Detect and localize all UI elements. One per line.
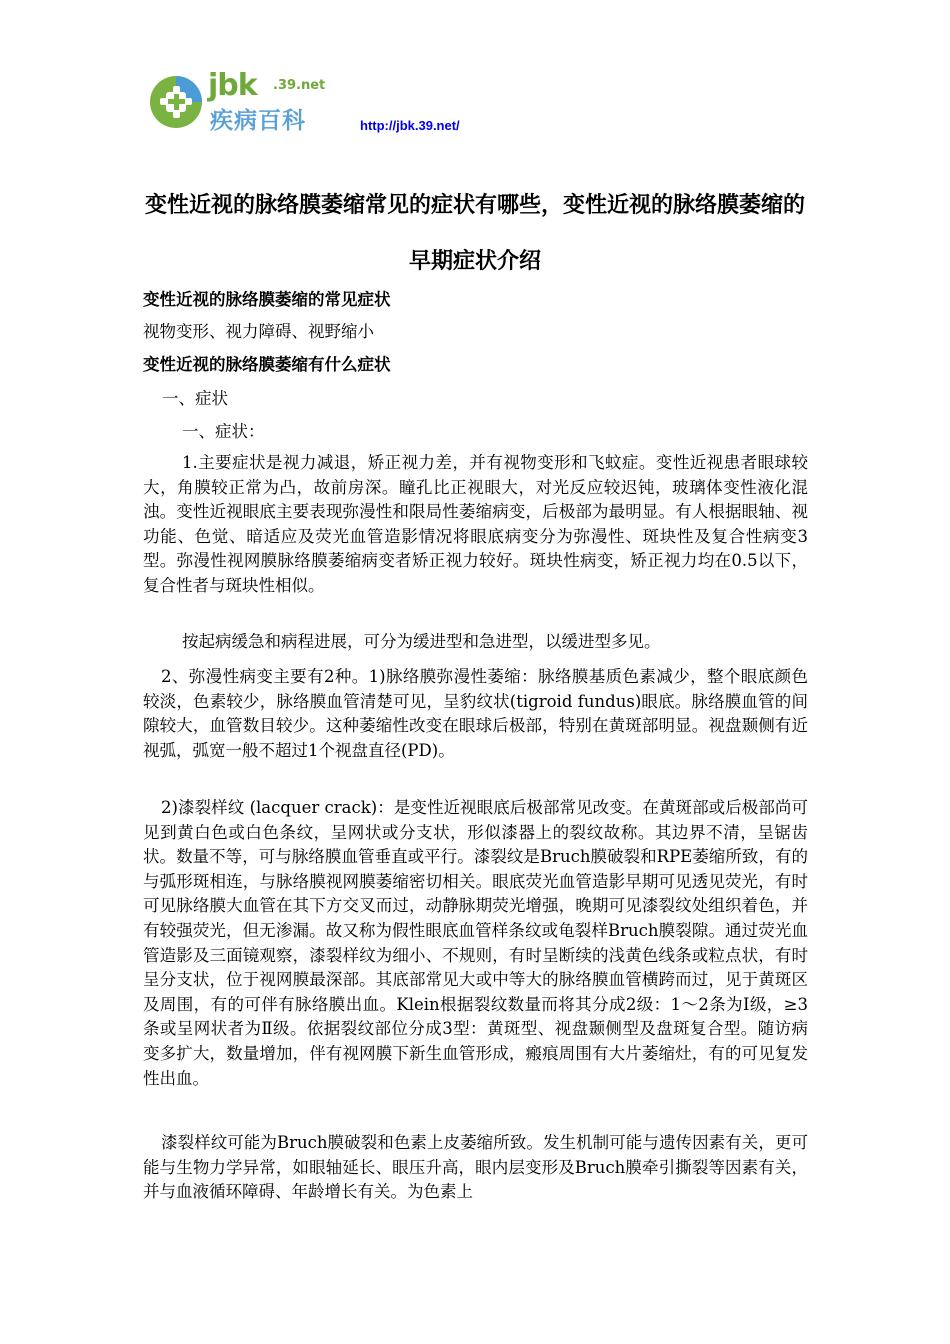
site-url-link[interactable]: http://jbk.39.net/ xyxy=(360,118,460,133)
logo-jbk-text: jbk xyxy=(208,68,257,103)
paragraph-diffuse-lesions: 2、弥漫性病变主要有2种。1)脉络膜弥漫性萎缩：脉络膜基质色素减少，整个眼底颜色较淡，色素较少，脉络膜血管清楚可见，呈豹纹状(tigroid fundus)眼底。脉络膜血管的间隙较大，血管数目较少。这种萎缩性改变在眼球后极部，特别在黄斑部明显。视盘颞侧有近视弧，弧宽一般不超过1个视盘直径(PD)。 xyxy=(143,667,808,760)
logo-cn-text: 疾病百科 xyxy=(210,108,306,134)
heading-common-symptoms: 变性近视的脉络膜萎缩的常见症状 xyxy=(143,290,391,309)
logo-net-text: .39.net xyxy=(273,78,326,93)
heading-what-symptoms: 变性近视的脉络膜萎缩有什么症状 xyxy=(143,355,391,374)
symptoms-summary: 视物变形、视力障碍、视野缩小 xyxy=(143,322,374,341)
section-heading-2: 一、症状： xyxy=(182,422,265,441)
medical-cross-icon xyxy=(146,68,210,132)
paragraph-main-symptoms: 1.主要症状是视力减退，矫正视力差，并有视物变形和飞蚊症。变性近视患者眼球较大，角膜较正常为凸，故前房深。瞳孔比正视眼大，对光反应较迟钝，玻璃体变性液化混浊。变性近视眼底主要表现弥漫性和限局性萎缩病变，后极部为最明显。有人根据眼轴、视功能、色觉、暗适应及荧光血管造影情况将眼底病变分为弥漫性、斑块性及复合性病变3型。弥漫性视网膜脉络膜萎缩病变者矫正视力较好。斑块性病变，矫正视力均在0.5以下，复合性者与斑块性相似。 xyxy=(143,453,808,595)
page-title: 变性近视的脉络膜萎缩常见的症状有哪些，变性近视的脉络膜萎缩的早期症状介绍 xyxy=(144,193,805,274)
section-heading-1: 一、症状 xyxy=(162,389,228,408)
paragraph-lacquer-mechanism: 漆裂样纹可能为Bruch膜破裂和色素上皮萎缩所致。发生机制可能与遗传因素有关，更可能与生物力学异常，如眼轴延长、眼压升高，眼内层变形及Bruch膜牵引撕裂等因素有关，并与血液循环障碍、年龄增长有关。为色素上 xyxy=(143,1133,808,1202)
paragraph-lacquer-crack: 2)漆裂样纹 (lacquer crack)：是变性近视眼底后极部常见改变。在黄斑部或后极部尚可见到黄白色或白色条纹，呈网状或分支状，形似漆器上的裂纹故称。其边界不清，呈锯齿状。数量不等，可与脉络膜血管垂直或平行。漆裂纹是Bruch膜破裂和RPE萎缩所致，有的与弧形斑相连，与脉络膜视网膜萎缩密切相关。眼底荧光血管造影早期可见透见荧光，有时可见脉络膜大血管在其下方交叉而过，动静脉期荧光增强，晚期可见漆裂纹处组织着色，并有较强荧光，但无渗漏。故又称为假性眼底血管样条纹或龟裂样Bruch膜裂隙。通过荧光血管造影及三面镜观察，漆裂样纹为细小、不规则，有时呈断续的浅黄色线条或粒点状，有时呈分支状，位于视网膜最深部。其底部常见大或中等大的脉络膜血管横跨而过，见于黄斑区及周围，有的可伴有脉络膜出血。Klein根据裂纹数量而将其分成2级：1～2条为Ⅰ级，≥3条或呈网状者为Ⅱ级。依据裂纹部位分成3型：黄斑型、视盘颞侧型及盘斑复合型。随访病变多扩大，数量增加，伴有视网膜下新生血管形成，瘢痕周围有大片萎缩灶，有的可见复发性出血。 xyxy=(143,798,808,1088)
site-logo[interactable] xyxy=(146,66,326,138)
paragraph-progression: 按起病缓急和病程进展，可分为缓进型和急进型，以缓进型多见。 xyxy=(182,632,661,651)
